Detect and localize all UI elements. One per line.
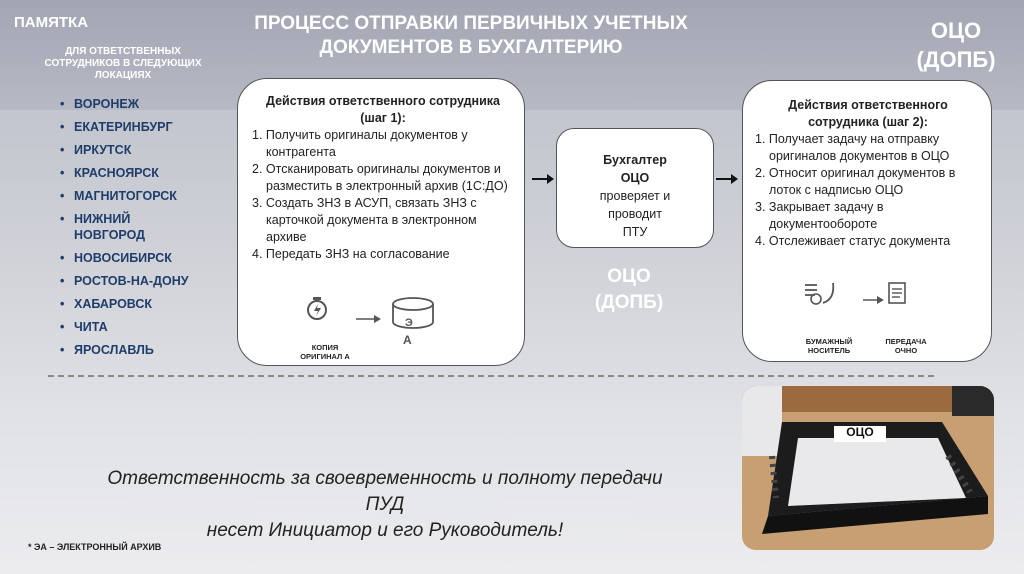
arrow-right-icon — [356, 314, 382, 324]
arrow-right-icon — [863, 295, 885, 305]
paper-document-icon — [803, 281, 839, 309]
city-item: • ИРКУТСК — [60, 142, 210, 158]
accountant-line4: проводит — [608, 207, 662, 221]
accountant-line3: проверяет и — [599, 189, 671, 203]
oco-mid-line2: (ДОПБ) — [594, 292, 664, 313]
memo-title: ПАМЯТКА — [14, 14, 89, 31]
step1-card — [237, 78, 525, 366]
oco-mid-line1: ОЦО — [607, 266, 651, 287]
page-title: ПРОЦЕСС ОТПРАВКИ ПЕРВИЧНЫХ УЧЕТНЫХ ДОКУМЕНТОВ В БУХГАЛТЕРИЮ — [254, 13, 688, 58]
transfer-caption: ПЕРЕДАЧА ОЧНО — [885, 337, 927, 355]
responsibility-line1: Ответственность за своевременность и полноту передачи — [107, 468, 663, 489]
city-item: • РОСТОВ-НА-ДОНУ — [60, 273, 210, 289]
step2-item: 2. Относит оригинал документов в лоток с надписью ОЦО — [755, 166, 956, 197]
step1-item: 1. Получить оригиналы документов у контрагента — [252, 128, 468, 159]
accountant-line5: ПТУ — [622, 225, 648, 239]
section-divider — [48, 375, 934, 377]
step2-item: 3. Закрывает задачу в документообороте — [755, 200, 884, 231]
step1-item: 3. Создать ЗНЗ в АСУП, связать ЗНЗ с карточкой документа в электронном архиве — [252, 196, 477, 244]
electronic-archive-icon — [390, 297, 436, 331]
city-item: • ХАБАРОВСК — [60, 296, 210, 312]
responsibility-note — [60, 466, 710, 544]
city-item: • ВОРОНЕЖ — [60, 96, 210, 112]
city-item: • ЯРОСЛАВЛЬ — [60, 342, 210, 358]
oco-badge-line1: ОЦО — [930, 18, 982, 43]
document-transfer-icon — [885, 281, 909, 307]
step2-item: 1. Получает задачу на отправку оригиналов документов в ОЦО — [755, 132, 950, 163]
city-item: • ЧИТА — [60, 319, 210, 335]
scanner-icon — [306, 297, 328, 321]
step1-heading: Действия ответственного сотрудника (шаг 1): — [266, 94, 500, 125]
accountant-card — [556, 128, 714, 248]
city-list — [60, 96, 210, 365]
tray-photo — [742, 386, 994, 550]
step2-item: 4. Отслеживает статус документа — [755, 234, 951, 248]
responsibility-line3: несет Инициатор и его Руководитель! — [206, 520, 564, 541]
responsibility-line2: ПУД — [365, 494, 405, 515]
flow-arrow-1 — [532, 178, 552, 180]
ea-icon-letter: Э — [405, 317, 413, 329]
memo-subtitle: ДЛЯ ОТВЕТСТВЕННЫХ СОТРУДНИКОВ В СЛЕДУЮЩИХ ЛОКАЦИЯХ — [44, 46, 202, 81]
step1-list — [252, 127, 514, 263]
oco-badge-line2: (ДОПБ) — [916, 47, 996, 72]
step1-item: 4. Передать ЗНЗ на согласование — [252, 247, 450, 261]
step2-heading: Действия ответственного сотрудника (шаг 2): — [788, 98, 948, 129]
city-item: • НИЖНИЙ НОВГОРОД — [60, 211, 150, 243]
step2-list — [755, 131, 981, 250]
city-item: • МАГНИТОГОРСК — [60, 188, 210, 204]
city-item: • КРАСНОЯРСК — [60, 165, 210, 181]
footnote: * ЭА – ЭЛЕКТРОННЫЙ АРХИВ — [28, 542, 162, 552]
paper-carrier-caption: БУМАЖНЫЙ НОСИТЕЛЬ — [805, 337, 853, 355]
city-item: • ЕКАТЕРИНБУРГ — [60, 119, 210, 135]
oco-badge — [896, 16, 1016, 74]
flow-arrow-2 — [716, 178, 736, 180]
step2-card — [742, 80, 992, 362]
oco-mid-badge — [588, 264, 670, 316]
city-item: • НОВОСИБИРСК — [60, 250, 210, 266]
ea-icon-letter-suffix: А — [403, 333, 412, 347]
step1-item: 2. Отсканировать оригиналы документов и разместить в электронный архив (1С:ДО) — [252, 162, 508, 193]
tray-label: ОЦО — [846, 425, 874, 439]
tray-photo-illustration — [742, 386, 994, 550]
copy-original-caption: КОПИЯ ОРИГИНАЛ А — [300, 343, 350, 361]
accountant-line2: ОЦО — [620, 171, 650, 185]
accountant-line1: Бухгалтер — [603, 153, 667, 167]
